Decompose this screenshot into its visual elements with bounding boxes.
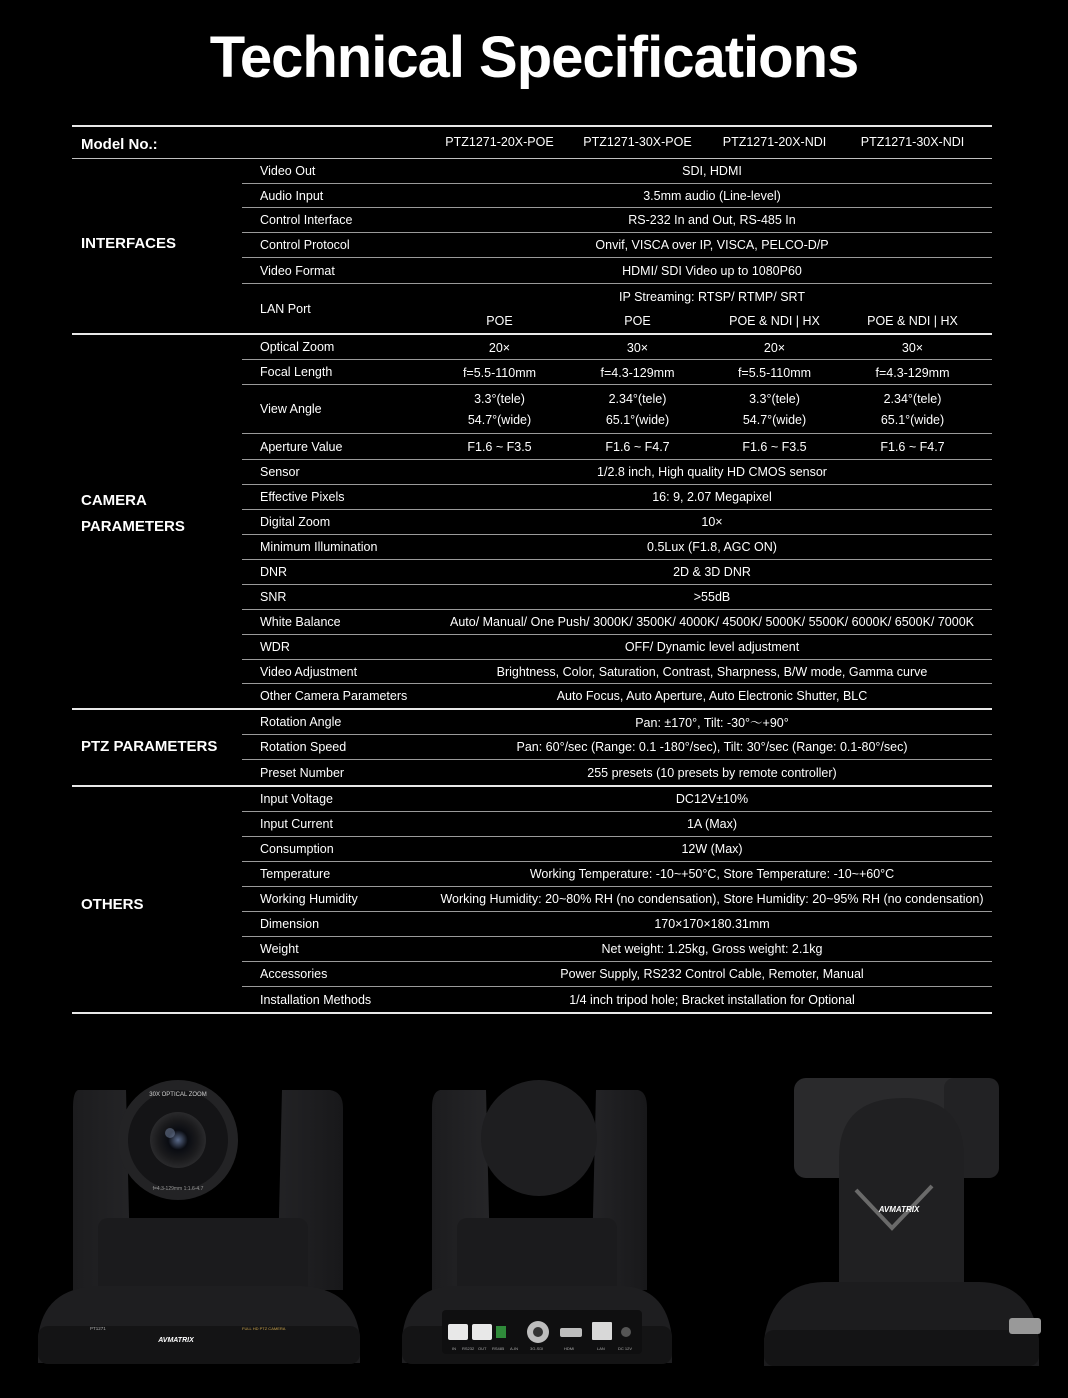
spec-row (242, 585, 992, 610)
lan-cell: POE & NDI | HX (729, 314, 820, 328)
row-value: 170×170×180.31mm (654, 917, 770, 931)
row-label: Digital Zoom (260, 515, 331, 529)
spec-row (242, 360, 992, 385)
cell: 54.7°(wide) (467, 413, 532, 427)
row-value: 3.5mm audio (Line-level) (643, 188, 781, 203)
cell: f=5.5-110mm (737, 366, 812, 380)
spec-row (242, 987, 992, 1012)
model-name: PTZ1271-30X-NDI (860, 135, 965, 149)
spec-row (242, 335, 992, 360)
spec-row (242, 760, 992, 785)
row-label: Input Current (260, 817, 333, 831)
row-value: 1/4 inch tripod hole; Bracket installation for Optional (569, 992, 855, 1007)
spec-row (242, 485, 992, 510)
row-value: Pan: 60°/sec (Range: 0.1 -180°/sec), Tilt: 30°/sec (Range: 0.1-80°/sec) (516, 740, 908, 754)
row-value: 1A (Max) (686, 817, 737, 831)
port-label: LAN (597, 1346, 605, 1351)
row-value: Onvif, VISCA over IP, VISCA, PELCO-D/P (595, 238, 829, 252)
row-label: Audio Input (260, 188, 324, 203)
spec-row (242, 510, 992, 535)
row-label: Effective Pixels (260, 490, 345, 504)
spec-row (242, 684, 992, 708)
cell: F1.6 ~ F3.5 (742, 440, 807, 454)
spec-row (242, 535, 992, 560)
spec-row (242, 434, 992, 460)
cell: 65.1°(wide) (605, 413, 670, 427)
spec-row (242, 710, 992, 735)
cell: 30× (901, 341, 924, 355)
row-value: Pan: ±170°, Tilt: -30°～+90° (635, 716, 789, 730)
model-text: PT1271 (90, 1326, 106, 1331)
spec-row (242, 735, 992, 760)
model-name: PTZ1271-30X-POE (583, 135, 692, 149)
port-label: A-IN (510, 1346, 518, 1351)
spec-row (242, 812, 992, 837)
spec-row (242, 560, 992, 585)
row-label: Other Camera Parameters (260, 689, 408, 703)
row-value: Working Humidity: 20~80% RH (no condensation), Store Humidity: 20~95% RH (no condensation) (440, 892, 984, 906)
camera-front-view (38, 1078, 360, 1368)
port-label: OUT (478, 1346, 487, 1351)
cell: f=5.5-110mm (462, 366, 537, 380)
model-header-row (72, 127, 992, 159)
spec-row (242, 184, 992, 208)
spec-row (242, 937, 992, 962)
row-label: Minimum Illumination (260, 540, 378, 554)
row-label: Control Interface (260, 213, 353, 227)
cell: 2.34°(tele) (883, 392, 942, 406)
row-label: Weight (260, 942, 299, 956)
row-value: OFF/ Dynamic level adjustment (624, 640, 800, 654)
row-label: Working Humidity (260, 892, 358, 906)
spec-row (242, 610, 992, 635)
row-label: Video Adjustment (260, 664, 358, 679)
spec-row-lan (242, 284, 992, 333)
spec-row (242, 660, 992, 684)
port-label: IN (452, 1346, 456, 1351)
row-value: 16: 9, 2.07 Megapixel (652, 490, 772, 504)
page-title: Technical Specifications (209, 25, 859, 90)
row-label: Sensor (260, 465, 300, 479)
row-label: SNR (260, 590, 287, 604)
spec-row (242, 208, 992, 233)
port-label: RS232 (462, 1346, 475, 1351)
cell: F1.6 ~ F4.7 (605, 440, 670, 454)
port-label: RS485 (492, 1346, 505, 1351)
row-label: Video Out (260, 164, 316, 178)
model-name: PTZ1271-20X-POE (445, 135, 554, 149)
port-label: DC 12V (618, 1346, 633, 1351)
row-value: Auto/ Manual/ One Push/ 3000K/ 3500K/ 4000K/ 4500K/ 5000K/ 5500K/ 6000K/ 6500K/ 7000K (449, 615, 974, 629)
section-title: PTZ PARAMETERS (81, 738, 218, 755)
spec-row (242, 787, 992, 812)
row-label: Control Protocol (260, 238, 350, 252)
row-label: Consumption (260, 842, 334, 856)
row-value: SDI, HDMI (682, 164, 742, 178)
port-label: HDMI (564, 1346, 575, 1351)
spec-row (242, 912, 992, 937)
lan-cell: POE (624, 314, 651, 328)
row-value: 1/2.8 inch, High quality HD CMOS sensor (597, 465, 827, 479)
cell: 3.3°(tele) (474, 392, 525, 406)
section-others (72, 787, 992, 1014)
lens-spec-text: f=4.3-129mm 1:1.6-4.7 (152, 1186, 204, 1192)
row-label: Accessories (260, 967, 328, 981)
camera-side-view (764, 1078, 1044, 1368)
cell: 2.34°(tele) (608, 392, 667, 406)
row-label: DNR (260, 565, 288, 579)
row-value: Working Temperature: -10~+50°C, Store Temperature: -10~+60°C (529, 867, 895, 881)
row-value: Power Supply, RS232 Control Cable, Remoter, Manual (560, 967, 864, 981)
cell: f=4.3-129mm (875, 366, 950, 380)
row-value: Net weight: 1.25kg, Gross weight: 2.1kg (601, 942, 823, 956)
spec-row (242, 159, 992, 184)
row-value: HDMI/ SDI Video up to 1080P60 (622, 263, 802, 278)
brand-logo: AVMATRIX (158, 1337, 194, 1344)
port-label: 3G-SDI (530, 1346, 544, 1351)
model-name: PTZ1271-20X-NDI (722, 135, 827, 149)
row-label: Rotation Angle (260, 715, 342, 729)
spec-row (242, 837, 992, 862)
row-value: DC12V±10% (675, 792, 749, 806)
row-label: View Angle (260, 402, 322, 416)
cell: F1.6 ~ F3.5 (467, 440, 532, 454)
cell: 65.1°(wide) (880, 413, 945, 427)
camera-side-illustration (764, 1078, 1044, 1368)
cell: F1.6 ~ F4.7 (880, 440, 945, 454)
row-label: Video Format (260, 263, 335, 278)
section-title: PARAMETERS (81, 518, 185, 535)
cell: 3.3°(tele) (749, 392, 800, 406)
row-label: Rotation Speed (260, 740, 347, 754)
spec-row (242, 862, 992, 887)
spec-row (242, 635, 992, 660)
camera-back-illustration (402, 1078, 672, 1368)
row-label: Aperture Value (260, 439, 343, 454)
row-label: Optical Zoom (260, 340, 335, 354)
spec-row (242, 258, 992, 284)
cell: f=4.3-129mm (600, 366, 675, 380)
cell: 20× (488, 341, 511, 355)
spec-row (242, 962, 992, 987)
section-title: INTERFACES (81, 235, 177, 252)
row-label: Focal Length (260, 365, 333, 379)
camera-back-view (402, 1078, 672, 1368)
row-value: 255 presets (10 presets by remote controller) (587, 765, 837, 780)
row-value: Brightness, Color, Saturation, Contrast, Sharpness, B/W mode, Gamma curve (496, 664, 928, 679)
spec-row (242, 887, 992, 912)
row-label: White Balance (260, 615, 341, 629)
spec-row (242, 460, 992, 485)
row-value: RS-232 In and Out, RS-485 In (628, 213, 796, 227)
section-title: CAMERA (81, 492, 147, 509)
section-interfaces (72, 159, 992, 335)
cell: 30× (626, 341, 649, 355)
row-label: WDR (260, 640, 290, 654)
cell: 20× (763, 341, 786, 355)
row-label: LAN Port (260, 301, 311, 316)
camera-front-illustration (38, 1078, 360, 1368)
spec-table (72, 125, 992, 1014)
row-label: Temperature (260, 867, 331, 881)
row-value: IP Streaming: RTSP/ RTMP/ SRT (619, 290, 805, 304)
row-value: Auto Focus, Auto Aperture, Auto Electronic Shutter, BLC (556, 689, 868, 703)
row-label: Dimension (260, 917, 320, 931)
section-title: OTHERS (81, 896, 144, 913)
row-value: 0.5Lux (F1.8, AGC ON) (647, 540, 777, 554)
row-value: 2D & 3D DNR (673, 565, 751, 579)
model-no-label: Model No.: (81, 136, 158, 153)
lan-cell: POE & NDI | HX (867, 314, 958, 328)
row-label: Input Voltage (260, 792, 333, 806)
row-value: 12W (Max) (681, 842, 743, 856)
brand-logo: AVMATRIX (878, 1205, 920, 1214)
spec-row (242, 385, 992, 434)
row-label: Installation Methods (260, 992, 372, 1007)
section-camera-parameters (72, 335, 992, 710)
cell: 54.7°(wide) (742, 413, 807, 427)
row-label: Preset Number (260, 765, 345, 780)
row-value: 10× (701, 515, 723, 529)
row-value: >55dB (693, 590, 731, 604)
spec-row (242, 233, 992, 258)
lan-cell: POE (486, 314, 513, 328)
section-ptz-parameters (72, 710, 992, 787)
lens-zoom-text: 30X OPTICAL ZOOM (149, 1092, 207, 1098)
badge-text: FULL HD PTZ CAMERA (242, 1326, 286, 1331)
